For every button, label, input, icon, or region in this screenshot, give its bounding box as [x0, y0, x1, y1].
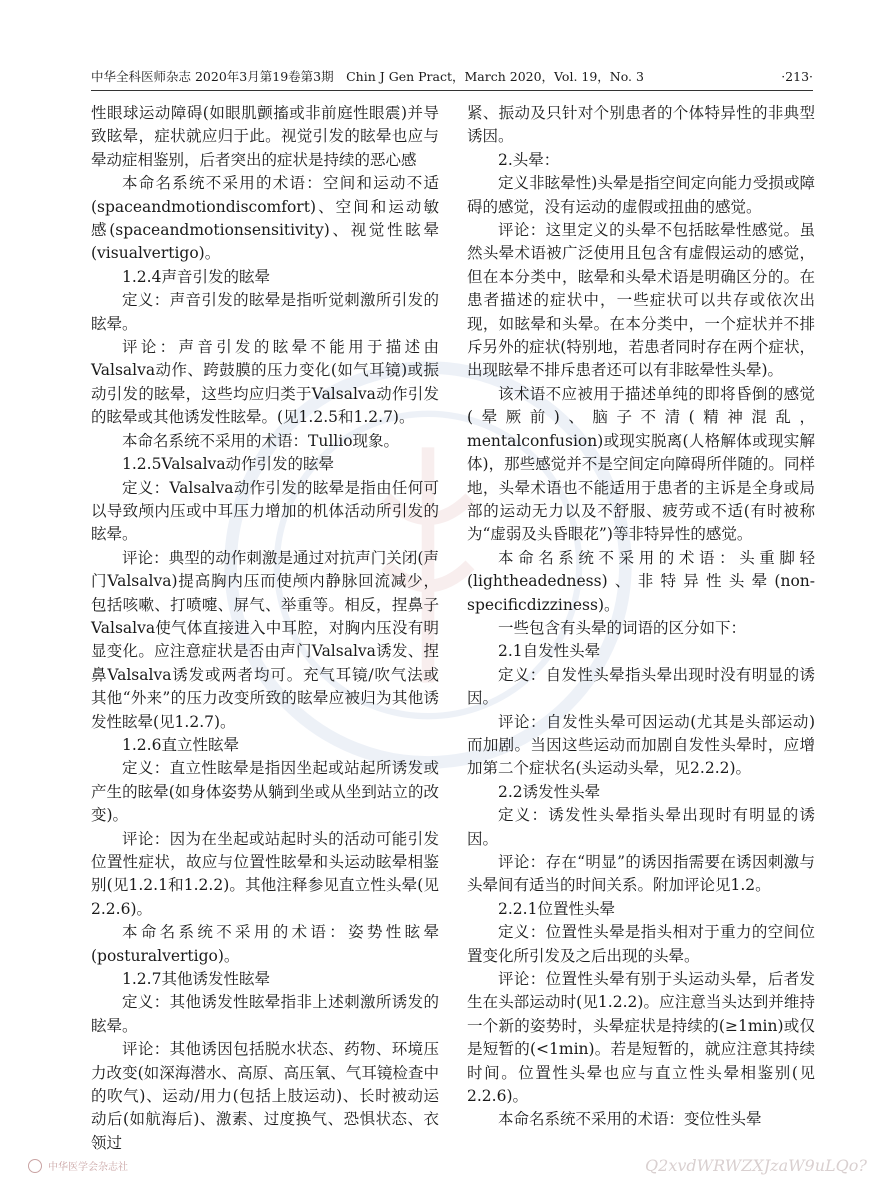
section-heading: 2.头晕： [498, 150, 560, 169]
section-heading: 1.2.6直立性眩晕 [122, 735, 239, 754]
publisher-seal-icon [28, 1159, 42, 1173]
left-column [91, 102, 439, 1155]
paragraph: 定义：声音引发的眩晕是指听觉刺激所引发的眩晕。 [91, 291, 439, 333]
paragraph: 评论：存在“明显”的诱因指需要在诱因刺激与头晕间有适当的时间关系。附加评论见1.2。 [467, 853, 815, 895]
paragraph: 本命名系统不采用的术语：姿势性眩晕(posturalvertigo)。 [91, 923, 439, 965]
paragraph: 本命名系统不采用的术语：变位性头晕 [498, 1110, 762, 1129]
paragraph: 评论：典型的动作刺激是通过对抗声门关闭(声门Valsalva)提高胸内压而使颅内静脉回流减少，包括咳嗽、打喷嚏、屏气、举重等。相反，捏鼻子Valsalva使气体直接进入中耳腔，对胸内压没有明显变化。应注意症状是否由声门Valsalva诱发、捏鼻Valsalva诱发或两者均可。充气耳镜/吹气法或其他“外来”的压力改变所致的眩晕应被归为其他诱发性眩晕(见1.2.7)。 [91, 548, 439, 731]
paragraph: 定义：诱发性头晕指头晕出现时有明显的诱因。 [467, 806, 815, 848]
paragraph: 紧、振动及只针对个别患者的个体特异性的非典型诱因。 [467, 104, 815, 146]
publisher-logo [28, 1158, 128, 1173]
right-column [467, 102, 815, 1132]
paragraph: 评论：因为在坐起或站起时头的活动可能引发位置性症状，故应与位置性眩晕和头运动眩晕相鉴别(见1.2.1和1.2.2)。其他注释参见直立性头晕(见2.2.6)。 [91, 829, 439, 918]
paragraph: 一些包含有头晕的词语的区分如下： [498, 618, 747, 637]
paragraph: 定义：其他诱发性眩晕指非上述刺激所诱发的眩晕。 [91, 993, 439, 1035]
paragraph: 该术语不应被用于描述单纯的即将昏倒的感觉(晕厥前)、脑子不清(精神混乱，mentalconfusion)或现实脱离(人格解体或现实解体)，那些感觉并不是空间定向障碍所伴随的。同样地，头晕术语也不能适用于患者的主诉是全身或局部的运动无力以及不舒服、疲劳或不适(有时被称为“虚弱及头昏眼花”)等非特异性的感觉。 [467, 384, 815, 544]
paragraph: 定义：Valsalva动作引发的眩晕是指由任何可以导致颅内压或中耳压力增加的机体活动所引发的眩晕。 [91, 478, 439, 544]
page-number: ·213· [781, 69, 813, 84]
paragraph: 评论：自发性头晕可因运动(尤其是头部运动)而加剧。当因这些运动而加剧自发性头晕时，应增加第二个症状名(头运动头晕，见2.2.2)。 [467, 712, 815, 778]
paragraph: 定义：直立性眩晕是指因坐起或站起所诱发或产生的眩晕(如身体姿势从躺到坐或从坐到站立的改变)。 [91, 759, 439, 825]
paragraph: 评论：这里定义的头晕不包括眩晕性感觉。虽然头晕术语被广泛使用且包含有虚假运动的感觉，但在本分类中，眩晕和头晕术语是明确区分的。在患者描述的症状中，一些症状可以共存或依次出现，如眩晕和头晕。在本分类中，一个症状并不排斥另外的症状(特别地，若患者同时存在两个症状，出现眩晕不排斥患者还可以有非眩晕性头晕)。 [467, 221, 815, 380]
running-header [91, 68, 813, 91]
paragraph: 性眼球运动障碍(如眼肌颤搐或非前庭性眼震)并导致眩晕，症状就应归于此。视觉引发的眩晕也应与晕动症相鉴别，后者突出的症状是持续的恶心感 [91, 104, 439, 169]
section-heading: 2.2.1位置性头晕 [498, 899, 615, 918]
paragraph: 本命名系统不采用的术语：空间和运动不适(spaceandmotiondiscomfort)、空间和运动敏感(spaceandmotionsensitivity)、视觉性眩晕(visualvertigo)。 [91, 174, 439, 263]
watermark-code: Q2xvdWRWZXJzaW9uLQo? [645, 1156, 867, 1175]
paragraph: 评论：位置性头晕有别于头运动头晕，后者发生在头部运动时(见1.2.2)。应注意当头达到并维持一个新的姿势时，头晕症状是持续的(≥1min)或仅是短暂的(<1min)。若是短暂的，就应注意其持续时间。位置性头晕也应与直立性头晕相鉴别(见2.2.6)。 [467, 970, 815, 1106]
journal-citation: 中华全科医师杂志 2020年3月第19卷第3期 Chin J Gen Pract，March 2020，Vol. 19，No. 3 [91, 69, 644, 84]
section-heading: 1.2.4声音引发的眩晕 [122, 267, 270, 286]
paragraph: 评论：其他诱因包括脱水状态、药物、环境压力改变(如深海潜水、高原、高压氧、气耳镜检查中的吹气)、运动/用力(包括上肢运动)、长时被动运动后(如航海后)、激素、过度换气、恐惧状态、衣领过 [91, 1040, 439, 1152]
section-heading: 2.2诱发性头晕 [498, 782, 601, 801]
section-heading: 1.2.5Valsalva动作引发的眩晕 [122, 455, 335, 474]
paragraph: 本命名系统不采用的术语：Tullio现象。 [122, 431, 400, 450]
paragraph: 定义：位置性头晕是指头相对于重力的空间位置变化所引发及之后出现的头晕。 [467, 923, 815, 965]
paragraph: 评论：声音引发的眩晕不能用于描述由Valsalva动作、跨鼓膜的压力变化(如气耳镜)或振动引发的眩晕，这些均应归类于Valsalva动作引发的眩晕或其他诱发性眩晕。(见1.2.5和1.2.7)。 [91, 338, 439, 427]
paragraph: 定义非眩晕性)头晕是指空间定向能力受损或障碍的感觉，没有运动的虚假或扭曲的感觉。 [467, 174, 815, 216]
section-heading: 1.2.7其他诱发性眩晕 [122, 970, 270, 989]
paragraph: 定义：自发性头晕指头晕出现时没有明显的诱因。 [467, 665, 815, 708]
section-heading: 2.1自发性头晕 [498, 642, 601, 661]
paragraph: 本命名系统不采用的术语：头重脚轻(lightheadedness)、非特异性头晕(non-specificdizziness)。 [467, 548, 815, 614]
publisher-logo-text: 中华医学会杂志社 [48, 1162, 128, 1173]
